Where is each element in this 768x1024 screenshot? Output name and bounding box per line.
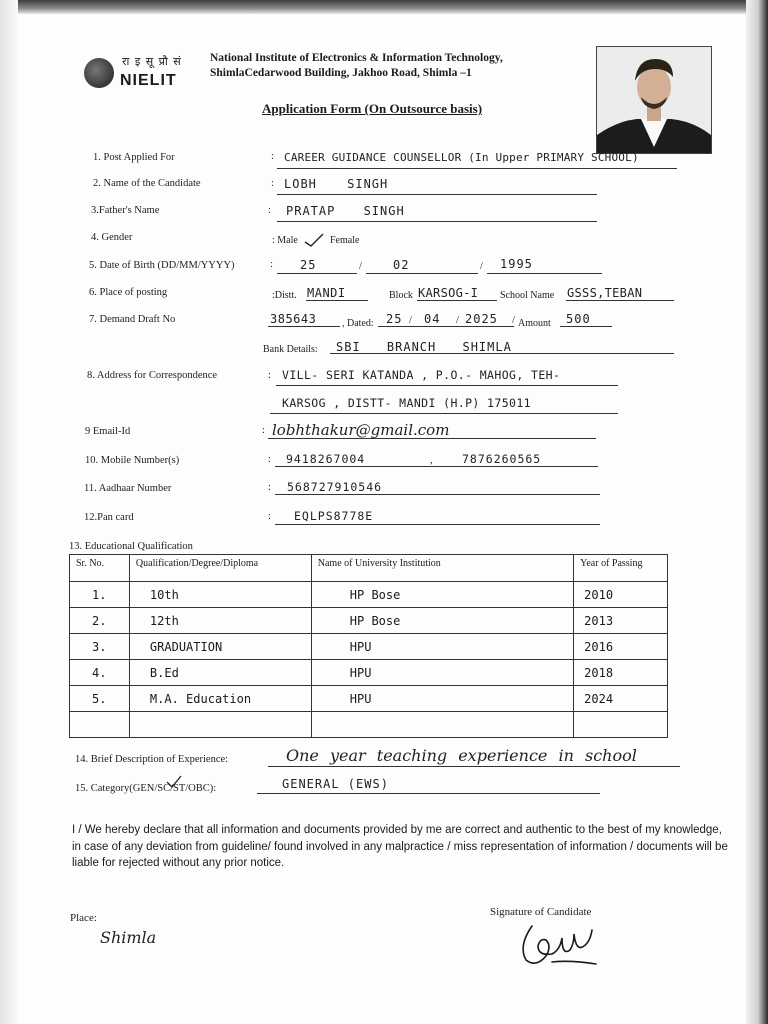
distt-label: :Distt. xyxy=(272,290,297,301)
table-row xyxy=(70,686,668,712)
logo-name: NIELIT xyxy=(120,72,177,89)
colon: : xyxy=(268,205,271,216)
aadhaar-label: 11. Aadhaar Number xyxy=(84,483,172,494)
category-value[interactable]: GENERAL (EWS) xyxy=(282,777,389,791)
logo-hindi-text: रा इ सू प्रौ सं xyxy=(122,55,182,68)
candidate-name-line xyxy=(277,194,597,195)
sr-no-cell[interactable]: 4. xyxy=(70,660,130,686)
colon: : xyxy=(262,425,265,436)
dated-label: Dated: xyxy=(347,318,374,329)
page-edge-shadow-right xyxy=(746,0,768,1024)
post-applied-value[interactable]: CAREER GUIDANCE COUNSELLOR (In Upper PRIMARY SCHOOL) xyxy=(284,151,639,164)
page-edge-shadow-top xyxy=(0,0,768,14)
colon: : xyxy=(268,370,271,381)
amount-value[interactable]: 500 xyxy=(566,312,591,326)
block-line xyxy=(417,300,497,301)
experience-value[interactable]: One year teaching experience in school xyxy=(286,746,637,765)
candidate-signature xyxy=(512,916,604,972)
person-photo-icon xyxy=(597,47,711,153)
experience-line xyxy=(268,766,680,767)
place-label: Place: xyxy=(70,912,97,924)
block-value[interactable]: KARSOG-I xyxy=(418,286,479,300)
gender-female-option[interactable]: Female xyxy=(330,235,360,246)
post-applied-line xyxy=(277,168,677,169)
year-cell[interactable]: 2018 xyxy=(574,660,668,686)
institute-name: National Institute of Electronics & Information Technology, xyxy=(210,52,503,64)
posting-label: 6. Place of posting xyxy=(89,287,168,298)
post-applied-label: 1. Post Applied For xyxy=(93,152,175,163)
dob-year-line xyxy=(487,273,602,274)
form-title: Application Form (On Outsource basis) xyxy=(262,101,483,116)
dd-number-line xyxy=(268,326,340,327)
category-line xyxy=(257,793,600,794)
dob-month-line xyxy=(366,273,478,274)
address-label: 8. Address for Correspondence xyxy=(87,370,218,381)
gender-label: 4. Gender xyxy=(91,232,133,243)
signature-label: Signature of Candidate xyxy=(490,906,592,918)
mobile-value-1[interactable]: 9418267004 xyxy=(286,452,366,466)
sr-no-cell[interactable]: 5. xyxy=(70,686,130,712)
year-cell[interactable]: 2024 xyxy=(574,686,668,712)
email-label: 9 Email-Id xyxy=(85,426,131,437)
education-label: 13. Educational Qualification xyxy=(69,541,193,552)
aadhaar-value[interactable]: 568727910546 xyxy=(287,480,383,494)
dd-day-value[interactable]: 25 xyxy=(386,312,403,326)
dob-month-value[interactable]: 02 xyxy=(393,258,410,272)
empty-cell[interactable] xyxy=(129,712,311,738)
nielit-logo xyxy=(82,50,202,96)
colon: : xyxy=(270,259,273,270)
experience-label: 14. Brief Description of Experience: xyxy=(75,754,229,765)
globe-icon xyxy=(84,58,114,88)
dd-date-line xyxy=(378,326,514,327)
dob-day-value[interactable]: 25 xyxy=(300,258,317,272)
colon: : xyxy=(271,178,274,189)
table-row xyxy=(70,660,668,686)
mobile-line xyxy=(275,466,598,467)
sr-no-cell[interactable]: 1. xyxy=(70,582,130,608)
dob-year-value[interactable]: 1995 xyxy=(500,257,533,271)
empty-cell[interactable] xyxy=(70,712,130,738)
school-value[interactable]: GSSS,TEBAN xyxy=(567,286,643,300)
amount-line xyxy=(560,326,612,327)
aadhaar-line xyxy=(275,494,600,495)
year-cell[interactable]: 2010 xyxy=(574,582,668,608)
qualification-cell[interactable]: 12th xyxy=(129,608,311,634)
separator: / xyxy=(456,315,459,326)
university-cell[interactable]: HPU xyxy=(311,660,573,686)
amount-label: Amount xyxy=(518,318,551,329)
sr-no-header: Sr. No. xyxy=(70,555,130,582)
distt-value[interactable]: MANDI xyxy=(307,286,346,300)
mobile-value-2[interactable]: 7876260565 xyxy=(462,452,542,466)
pan-line xyxy=(275,524,600,525)
sr-no-cell[interactable]: 2. xyxy=(70,608,130,634)
year-cell[interactable]: 2016 xyxy=(574,634,668,660)
year-cell[interactable]: 2013 xyxy=(574,608,668,634)
qualification-header: Qualification/Degree/Diploma xyxy=(129,555,311,582)
dob-label: 5. Date of Birth (DD/MM/YYYY) xyxy=(89,260,235,271)
category-label: 15. Category(GEN/SC/ST/OBC): xyxy=(75,783,217,794)
separator: / xyxy=(359,261,362,272)
bank-details-value[interactable]: SBI BRANCH SHIMLA xyxy=(336,340,512,354)
pan-label: 12.Pan card xyxy=(84,512,134,523)
empty-cell[interactable] xyxy=(311,712,573,738)
qualification-cell[interactable]: GRADUATION xyxy=(129,634,311,660)
dd-year-value[interactable]: 2025 xyxy=(465,312,498,326)
colon: : xyxy=(271,151,274,162)
table-row xyxy=(70,582,668,608)
qualification-cell[interactable]: 10th xyxy=(129,582,311,608)
dob-day-line xyxy=(277,273,357,274)
institute-address: ShimlaCedarwood Building, Jakhoo Road, Shimla –1 xyxy=(210,67,472,79)
distt-line xyxy=(306,300,368,301)
email-value[interactable]: lobhthakur@gmail.com xyxy=(272,421,450,439)
declaration-text: I / We hereby declare that all information and documents provided by me are correct and authentic to the best of my knowledge, in case of any deviation from guideline/ found involved in any malpractice / miss representation of information / documents will be liable for rejected without any prior notice. xyxy=(72,824,728,869)
candidate-name-label: 2. Name of the Candidate xyxy=(93,178,201,189)
school-label: School Name xyxy=(500,290,555,301)
page-edge-left xyxy=(0,0,18,1024)
block-label: Block xyxy=(389,290,413,301)
colon: : xyxy=(268,511,271,522)
university-cell[interactable]: HPU xyxy=(311,686,573,712)
gender-male-option[interactable]: : Male xyxy=(272,235,298,246)
university-header: Name of University Institution xyxy=(311,555,573,582)
table-row xyxy=(70,608,668,634)
father-name-value[interactable]: PRATAP SINGH xyxy=(286,204,405,218)
school-line xyxy=(566,300,674,301)
education-header-row xyxy=(70,555,668,582)
empty-cell[interactable] xyxy=(574,712,668,738)
checkmark-icon xyxy=(303,232,325,248)
candidate-photo xyxy=(596,46,712,154)
education-table xyxy=(69,554,668,738)
year-header: Year of Passing xyxy=(574,555,668,582)
candidate-name-value[interactable]: LOBH SINGH xyxy=(284,177,389,191)
checkmark-icon xyxy=(165,774,183,790)
separator: / xyxy=(409,315,412,326)
sr-no-cell[interactable]: 3. xyxy=(70,634,130,660)
separator: / xyxy=(512,315,515,326)
address-line-1-value[interactable]: VILL- SERI KATANDA , P.O.- MAHOG, TEH- xyxy=(282,368,561,382)
bank-details-label: Bank Details: xyxy=(263,344,318,355)
qualification-cell[interactable]: B.Ed xyxy=(129,660,311,686)
address-line-2 xyxy=(270,413,618,414)
separator: , xyxy=(430,455,433,466)
university-cell[interactable]: HP Bose xyxy=(311,608,573,634)
mobile-label: 10. Mobile Number(s) xyxy=(85,455,180,466)
father-name-line xyxy=(277,221,597,222)
qualification-cell[interactable]: M.A. Education xyxy=(129,686,311,712)
father-name-label: 3.Father's Name xyxy=(91,205,160,216)
table-row xyxy=(70,634,668,660)
pan-value[interactable]: EQLPS8778E xyxy=(294,509,374,523)
demand-draft-label: 7. Demand Draft No xyxy=(89,314,176,325)
colon: : xyxy=(268,482,271,493)
separator: / xyxy=(480,261,483,272)
place-value[interactable]: Shimla xyxy=(100,928,157,947)
dd-month-value[interactable]: 04 xyxy=(424,312,441,326)
gender-male-text: Male xyxy=(277,235,298,246)
dd-number-value[interactable]: 385643 xyxy=(270,312,317,326)
university-cell[interactable]: HPU xyxy=(311,634,573,660)
address-line-1 xyxy=(276,385,618,386)
university-cell[interactable]: HP Bose xyxy=(311,582,573,608)
colon: : xyxy=(268,454,271,465)
address-line-2-value[interactable]: KARSOG , DISTT- MANDI (H.P) 175011 xyxy=(282,396,532,410)
table-row-empty xyxy=(70,712,668,738)
